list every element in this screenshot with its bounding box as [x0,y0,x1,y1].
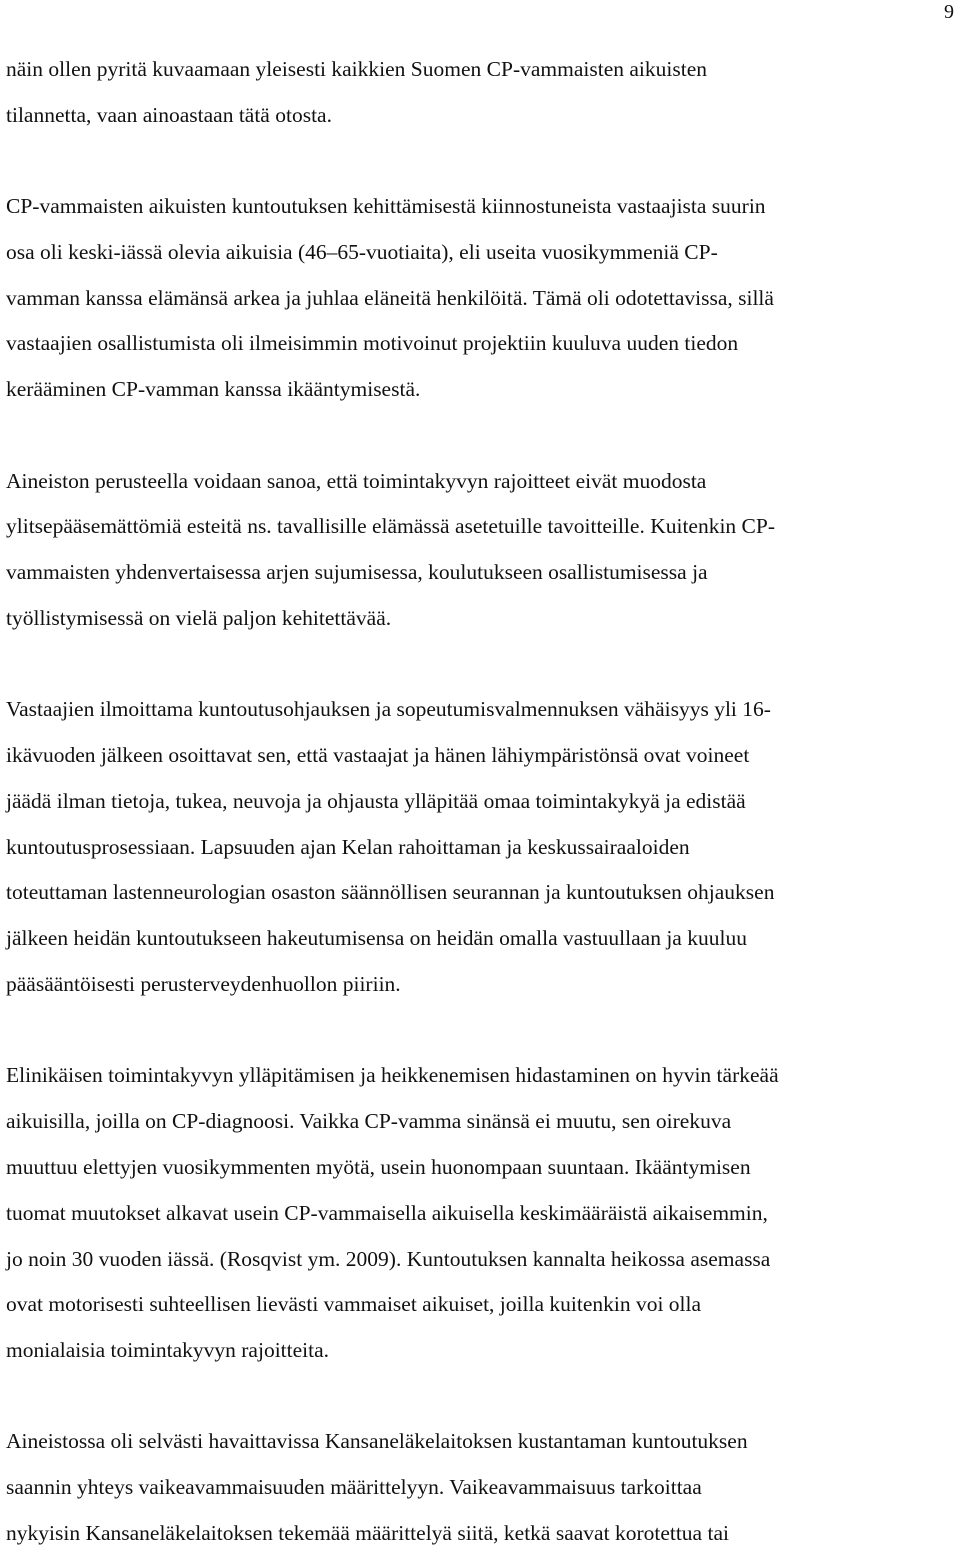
text-line: jälkeen heidän kuntoutukseen hakeutumisensa on heidän omalla vastuullaan ja kuuluu [6,926,747,951]
paragraph-3 [6,459,956,642]
text-line: tuomat muutokset alkavat usein CP-vammaisella aikuisella keskimääräistä aikaisemmin, [6,1200,768,1225]
page-number: 9 [944,1,954,23]
text-line: saannin yhteys vaikeavammaisuuden määrittelyyn. Vaikeavammaisuus tarkoittaa [6,1475,702,1500]
text-line: pääsääntöisesti perusterveydenhuollon piiriin. [6,972,401,997]
text-line: nykyisin Kansaneläkelaitoksen tekemää määrittelyä siitä, ketkä saavat korotettua tai [6,1521,729,1546]
text-line: ylitsepääsemättömiä esteitä ns. tavallisille elämässä asetetuille tavoitteille. Kuitenkin CP- [6,514,776,539]
text-line: Aineistossa oli selvästi havaittavissa Kansaneläkelaitoksen kustantaman kuntoutuksen [6,1429,748,1454]
text-line: Elinikäisen toimintakyvyn ylläpitämisen ja heikkenemisen hidastaminen on hyvin tärkeää [6,1063,779,1088]
text-line: työllistymisessä on vielä paljon kehitettävää. [6,605,392,630]
text-line: osa oli keski-iässä olevia aikuisia (46–65-vuotiaita), eli useita vuosikymmeniä CP- [6,239,718,264]
text-line: Vastaajien ilmoittama kuntoutusohjauksen ja sopeutumisvalmennuksen vähäisyys yli 16- [6,697,771,722]
paragraph-1 [6,47,956,139]
text-line: vamman kanssa elämänsä arkea ja juhlaa eläneitä henkilöitä. Tämä oli odotettavissa, sillä [6,285,774,310]
text-line: aikuisilla, joilla on CP-diagnoosi. Vaikka CP-vamma sinänsä ei muutu, sen oirekuva [6,1109,732,1134]
text-line: tilannetta, vaan ainoastaan tätä otosta. [6,102,332,127]
text-line: toteuttaman lastenneurologian osaston säännöllisen seurannan ja kuntoutuksen ohjauksen [6,880,775,905]
text-line: vammaisten yhdenvertaisessa arjen sujumisessa, koulutukseen osallistumisessa ja [6,560,708,585]
text-line: kuntoutusprosessiaan. Lapsuuden ajan Kelan rahoittaman ja keskussairaaloiden [6,834,690,859]
paragraph-5 [6,1053,956,1374]
paragraph-6 [6,1419,956,1556]
text-line: monialaisia toimintakyvyn rajoitteita. [6,1338,330,1363]
text-line: ovat motorisesti suhteellisen lievästi vammaiset aikuiset, joilla kuitenkin voi olla [6,1292,702,1317]
text-line: näin ollen pyritä kuvaamaan yleisesti kaikkien Suomen CP-vammaisten aikuisten [6,57,707,81]
text-line: Aineiston perusteella voidaan sanoa, että toimintakyvyn rajoitteet eivät muodosta [6,468,707,493]
document-body [6,47,956,1557]
text-line: jo noin 30 vuoden iässä. (Rosqvist ym. 2009). Kuntoutuksen kannalta heikossa asemassa [6,1246,771,1271]
text-line: muuttuu elettyjen vuosikymmenten myötä, usein huonompaan suuntaan. Ikääntymisen [6,1154,751,1179]
text-line: kerääminen CP-vamman kanssa ikääntymisestä. [6,377,421,402]
text-line: vastaajien osallistumista oli ilmeisimmin motivoinut projektiin kuuluva uuden tiedon [6,331,739,356]
paragraph-4 [6,687,956,1008]
text-line: jäädä ilman tietoja, tukea, neuvoja ja ohjausta ylläpitää omaa toimintakykyä ja edistää [6,788,746,813]
paragraph-2 [6,184,956,413]
text-line: ikävuoden jälkeen osoittavat sen, että vastaajat ja hänen lähiympäristönsä ovat voineet [6,743,750,768]
text-line: CP-vammaisten aikuisten kuntoutuksen kehittämisestä kiinnostuneista vastaajista suurin [6,194,766,219]
